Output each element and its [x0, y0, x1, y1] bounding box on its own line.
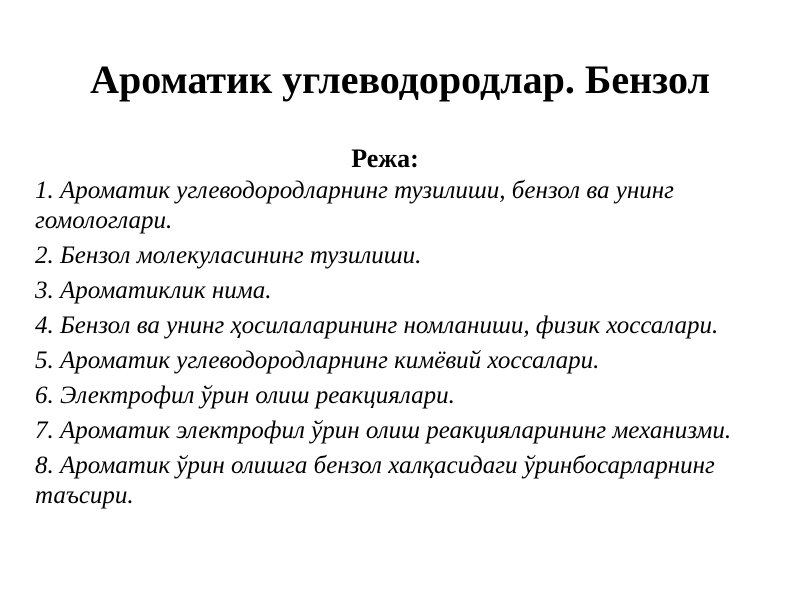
list-item: 7. Ароматик электрофил ўрин олиш реакцияларининг механизми.: [35, 417, 732, 444]
list-item: 8. Ароматик ўрин олишга бензол халқасидаги ўринбосарларнинг таъсири.: [35, 452, 715, 509]
list-item: 2. Бензол молекуласининг тузилиши.: [35, 242, 422, 269]
list-item: 1. Ароматик углеводородларнинг тузилиши, бензол ва унинг гомологлари.: [35, 177, 674, 234]
plan-list: [35, 176, 775, 516]
list-item: 5. Ароматик углеводородларнинг кимёвий хоссалари.: [35, 347, 600, 374]
list-item: 3. Ароматиклик нима.: [35, 277, 272, 304]
plan-heading: Режа:: [351, 144, 419, 173]
slide-title: Ароматик углеводородлар. Бензол: [90, 57, 710, 102]
list-item: 4. Бензол ва унинг ҳосилаларининг номланиши, физик хоссалари.: [35, 312, 719, 339]
list-item: 6. Электрофил ўрин олиш реакциялари.: [35, 382, 455, 409]
